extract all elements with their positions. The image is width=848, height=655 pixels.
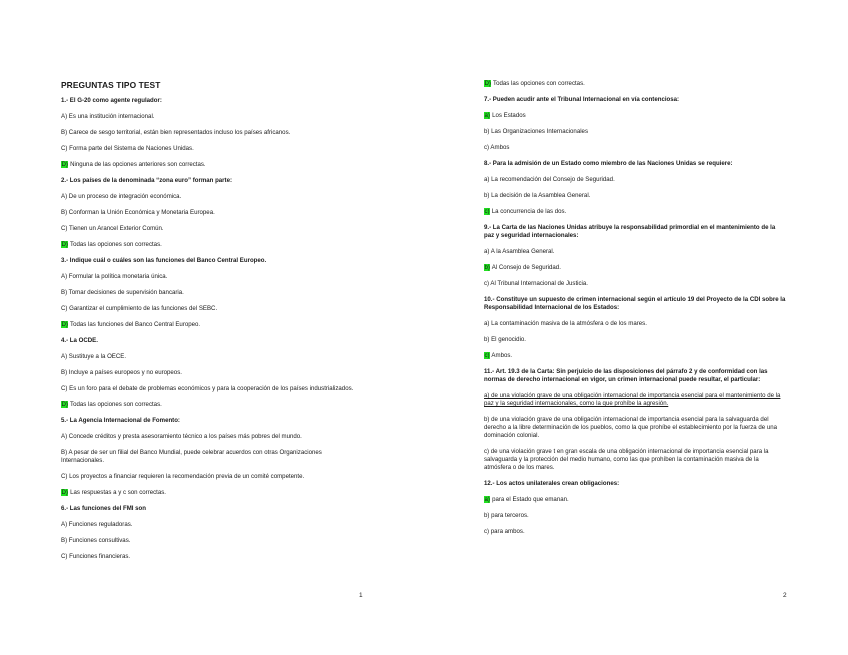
item-text: c) para ambos.: [484, 528, 525, 535]
item-text: 7.- Pueden acudir ante el Tribunal Internacional en vía contenciosa:: [484, 96, 680, 103]
item-text: A) Concede créditos y presta asesoramiento técnico a los países más pobres del mundo.: [61, 433, 302, 440]
item-text: c) de una violación grave t en gran escala de una obligación internacional de importancia esencial para la salvaguarda y la protección del medio humano, como las que prohíben la contaminación masiva de la atmósfera o de los mares.: [484, 448, 769, 471]
answer-option: [484, 192, 787, 200]
page-2-content: [484, 80, 787, 544]
item-text: C) Es un foro para el debate de problemas económicos y para la cooperación de los países industrializados.: [61, 385, 354, 392]
item-text: para el Estado que emanan.: [490, 496, 569, 503]
item-text: Ambos.: [490, 352, 513, 359]
item-text: B) Carece de sesgo territorial, están bien representados incluso los países africanos.: [61, 129, 291, 136]
item-text: 12.- Los actos unilaterales crean obligaciones:: [484, 480, 620, 487]
document-page-2: [424, 0, 848, 655]
answer-option: [61, 537, 361, 545]
document-title: PREGUNTAS TIPO TEST: [61, 80, 161, 90]
question-text: [61, 177, 361, 185]
item-text: C) Garantizar el cumplimiento de las funciones del SEBC.: [61, 305, 218, 312]
answer-option: [61, 273, 361, 281]
item-text: B) Funciones consultivas.: [61, 537, 131, 544]
item-text: C) Funciones financieras.: [61, 553, 131, 560]
correct-answer-highlight: D): [484, 80, 491, 87]
item-text: 11.- Art. 19.3 de la Carta: Sin perjuicio de las disposiciones del párrafo 2 y de conformidad con las normas de derecho internacional en vigor, un crimen internacional puede resultar, el particular:: [484, 368, 768, 383]
answer-option: [61, 305, 361, 313]
item-text: a) A la Asamblea General.: [484, 248, 555, 255]
answer-option: [484, 336, 787, 344]
item-text: a) La contaminación masiva de la atmósfera o de los mares.: [484, 320, 647, 327]
question-text: [484, 160, 787, 168]
correct-answer-highlight: c): [484, 352, 490, 359]
item-text: Los Estados: [490, 112, 526, 119]
item-text: C) Tienen un Arancel Exterior Común.: [61, 225, 164, 232]
item-text: c) Al Tribunal Internacional de Justicia.: [484, 280, 588, 287]
answer-option: [61, 289, 361, 297]
item-text: A) Sustituye a la OECE.: [61, 353, 127, 360]
question-text: [484, 480, 787, 488]
question-text: [61, 257, 361, 265]
question-text: [484, 224, 787, 240]
answer-option: [484, 416, 787, 440]
answer-option: [61, 369, 361, 377]
answer-option-correct: [484, 264, 787, 272]
item-text: Al Consejo de Seguridad.: [490, 264, 561, 271]
correct-answer-highlight: D): [61, 401, 68, 408]
answer-option: [61, 449, 361, 465]
correct-answer-highlight: c): [484, 208, 490, 215]
item-text: C) Los proyectos a financiar requieren la recomendación previa de un comité competente.: [61, 473, 305, 480]
answer-option: [484, 144, 787, 152]
item-text: Ninguna de las opciones anteriores son correctas.: [68, 161, 206, 168]
answer-option: [484, 176, 787, 184]
page-1-questions: [61, 97, 361, 561]
question-text: [484, 96, 787, 104]
item-text: B) Tomar decisiones de supervisión bancaria.: [61, 289, 184, 296]
item-text: B) Incluye a países europeos y no europeos.: [61, 369, 182, 376]
correct-answer-highlight: D): [61, 161, 68, 168]
answer-option-correct: [61, 489, 361, 497]
page-number: 1: [359, 592, 363, 599]
item-text: Todas las funciones del Banco Central Europeo.: [68, 321, 201, 328]
item-text: A) De un proceso de integración económica.: [61, 193, 182, 200]
page-1-content: [61, 80, 361, 569]
answer-option-correct: [484, 112, 787, 120]
correct-answer-highlight: a): [484, 112, 490, 119]
answer-option: [484, 512, 787, 520]
page-2-questions: [484, 80, 787, 536]
answer-option: [61, 145, 361, 153]
answer-option: [484, 128, 787, 136]
item-text: 1.- El G-20 como agente regulador:: [61, 97, 162, 104]
answer-option: [61, 225, 361, 233]
item-text: c) Ambos: [484, 144, 510, 151]
question-text: [484, 368, 787, 384]
item-text: a) La recomendación del Consejo de Seguridad.: [484, 176, 615, 183]
item-text: 4.- La OCDE.: [61, 337, 98, 344]
item-text: b) El genocidio.: [484, 336, 527, 343]
item-text: A) Es una institución internacional.: [61, 113, 155, 120]
item-text: 9.- La Carta de las Naciones Unidas atribuye la responsabilidad primordial en el mantenimiento de la paz y seguridad internacionales:: [484, 224, 776, 239]
answer-option: [61, 433, 361, 441]
answer-option-correct: [61, 161, 361, 169]
answer-option: [61, 129, 361, 137]
item-text: a) de una violación grave de una obligación internacional de importancia esencial para el mantenimiento de la paz y la seguridad internacionales, como la que prohíbe la agresión.: [484, 392, 781, 407]
answer-option: [61, 193, 361, 201]
correct-answer-highlight: D): [61, 241, 68, 248]
item-text: Todas las opciones con correctas.: [491, 80, 585, 87]
answer-option: [61, 553, 361, 561]
correct-answer-highlight: D): [61, 489, 68, 496]
item-text: b) Las Organizaciones Internacionales: [484, 128, 588, 135]
item-text: b) de una violación grave de una obligación internacional de importancia esencial para la salvaguarda del derecho a la libre determinación de los pueblos, como la que prohíbe el establecimiento por la fuerza de una dominación colonial.: [484, 416, 778, 439]
item-text: B) A pesar de ser un filial del Banco Mundial, puede celebrar acuerdos con otras Organizaciones Internacionales.: [61, 449, 322, 464]
item-text: Todas las opciones son correctas.: [68, 401, 162, 408]
answer-option-correct: [484, 496, 787, 504]
question-text: [61, 337, 361, 345]
item-text: A) Funciones reguladoras.: [61, 521, 133, 528]
answer-option-correct: [61, 321, 361, 329]
answer-option: [61, 385, 361, 393]
item-text: Las respuestas a y c son correctas.: [68, 489, 166, 496]
answer-option: [484, 528, 787, 536]
question-text: [484, 296, 787, 312]
correct-answer-highlight: b): [484, 264, 490, 271]
page-number: 2: [783, 592, 787, 599]
item-text: 5.- La Agencia Internacional de Fomento:: [61, 417, 180, 424]
answer-option: [484, 320, 787, 328]
answer-option: [61, 521, 361, 529]
answer-option: [61, 113, 361, 121]
answer-option-correct: [484, 352, 787, 360]
answer-option-correct: [61, 241, 361, 249]
item-text: 3.- Indique cuál o cuáles son las funciones del Banco Central Europeo.: [61, 257, 267, 264]
correct-answer-highlight: D): [61, 321, 68, 328]
answer-option-correct: [61, 401, 361, 409]
item-text: La concurrencia de las dos.: [490, 208, 567, 215]
item-text: 8.- Para la admisión de un Estado como miembro de las Naciones Unidas se requiere:: [484, 160, 733, 167]
answer-option: [484, 248, 787, 256]
answer-option: [61, 353, 361, 361]
answer-option-underlined: [484, 392, 787, 408]
answer-option: [484, 448, 787, 472]
question-text: [61, 505, 361, 513]
answer-option: [61, 473, 361, 481]
item-text: A) Formular la política monetaria única.: [61, 273, 168, 280]
correct-answer-highlight: a): [484, 496, 490, 503]
item-text: B) Conforman la Unión Económica y Monetaria Europea.: [61, 209, 215, 216]
item-text: 2.- Los países de la denominada “zona euro” forman parte:: [61, 177, 232, 184]
question-text: [61, 97, 361, 105]
item-text: b) La decisión de la Asamblea General.: [484, 192, 591, 199]
item-text: 10.- Constituye un supuesto de crimen internacional según el artículo 19 del Proyecto de la CDI sobre la Responsabilidad Internacional de los Estados:: [484, 296, 786, 311]
item-text: b) para terceros.: [484, 512, 529, 519]
item-text: Todas las opciones son correctas.: [68, 241, 162, 248]
answer-option: [61, 209, 361, 217]
item-text: C) Forma parte del Sistema de Naciones Unidas.: [61, 145, 194, 152]
answer-option: [484, 280, 787, 288]
item-text: 6.- Las funciones del FMI son: [61, 505, 146, 512]
question-text: [61, 417, 361, 425]
answer-option-correct: [484, 208, 787, 216]
answer-option-correct: [484, 80, 787, 88]
